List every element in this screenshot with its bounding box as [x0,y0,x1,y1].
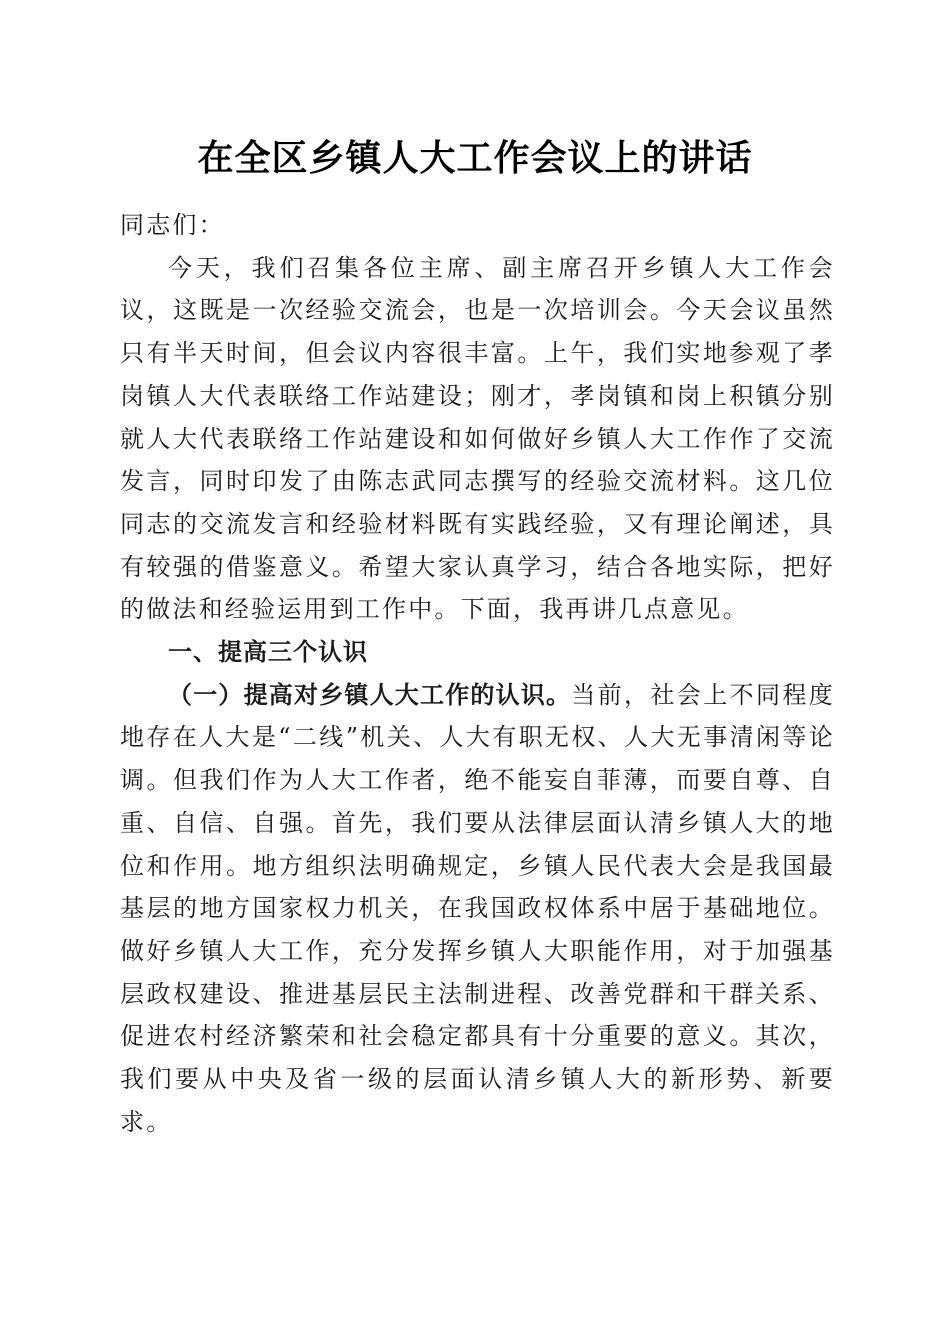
subsection-paragraph [120,674,835,1144]
subsection-body: 当前，社会上不同程度地存在人大是“二线”机关、人大有职无权、人大无事清闲等论调。但我们作为人大工作者，绝不能妄自菲薄，而要自尊、自重、自信、自强。首先，我们要从法律层面认清乡镇人大的地位和作用。地方组织法明确规定，乡镇人民代表大会是我国最基层的地方国家权力机关，在我国政权体系中居于基础地位。做好乡镇人大工作，充分发挥乡镇人大职能作用，对于加强基层政权建设、推进基层民主法制进程、改善党群和干群关系、促进农村经济繁荣和社会稳定都具有十分重要的意义。其次，我们要从中央及省一级的层面认清乡镇人大的新形势、新要求。 [120,680,836,1136]
greeting-line: 同志们： [120,211,225,239]
intro-paragraph: 今天，我们召集各位主席、副主席召开乡镇人大工作会议，这既是一次经验交流会，也是一次培训会。今天会议虽然只有半天时间，但会议内容很丰富。上午，我们实地参观了孝岗镇人大代表联络工作站建设；刚才，孝岗镇和岗上积镇分别就人大代表联络工作站建设和如何做好乡镇人大工作作了交流发言，同时印发了由陈志武同志撰写的经验交流材料。这几位同志的交流发言和经验材料既有实践经验，又有理论阐述，具有较强的借鉴意义。希望大家认真学习，结合各地实际，把好的做法和经验运用到工作中。下面，我再讲几点意见。 [120,253,835,624]
document-title: 在全区乡镇人大工作会议上的讲话 [197,137,753,179]
section-heading: 一、提高三个认识 [168,638,368,667]
subsection-lead: （一）提高对乡镇人大工作的认识。 [168,680,572,709]
document-body [120,204,835,1143]
